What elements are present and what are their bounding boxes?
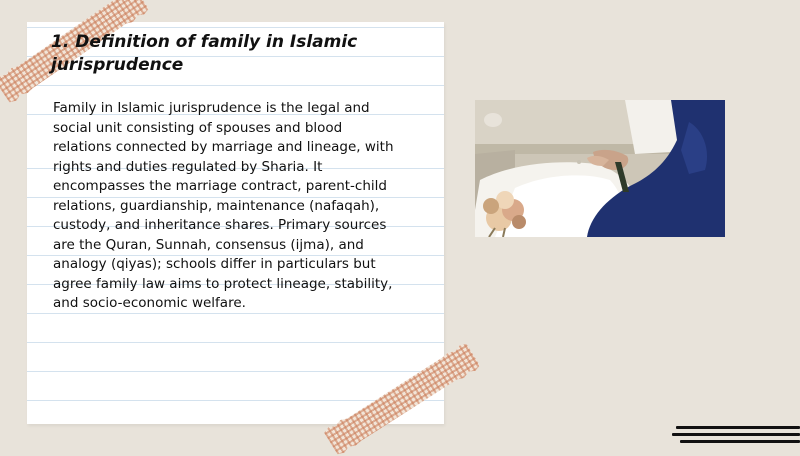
decorative-line [676, 426, 800, 429]
decorative-lines [672, 424, 800, 446]
slide-title: 1. Definition of family in Islamic jurisprudence [51, 32, 358, 75]
wedding-photo-illustration [475, 100, 725, 237]
decorative-line [672, 433, 800, 436]
wedding-photo [475, 100, 725, 237]
slide-body-text: Family in Islamic jurisprudence is the legal and social unit consisting of spouses and blood relations connected by marriage and lineage, with rights and duties regulated by Sharia. It encompasses the marriage contract, parent-child relations, guardianship, maintenance (nafaqah), custody, and inheritance shares. Primary sources are the Quran, Sunnah, consensus (ijma), and analogy (qiyas); schools differ in particulars but agree family law aims to protect lineage, stability, and socio-economic welfare. [53, 100, 394, 311]
decorative-line [680, 440, 800, 443]
